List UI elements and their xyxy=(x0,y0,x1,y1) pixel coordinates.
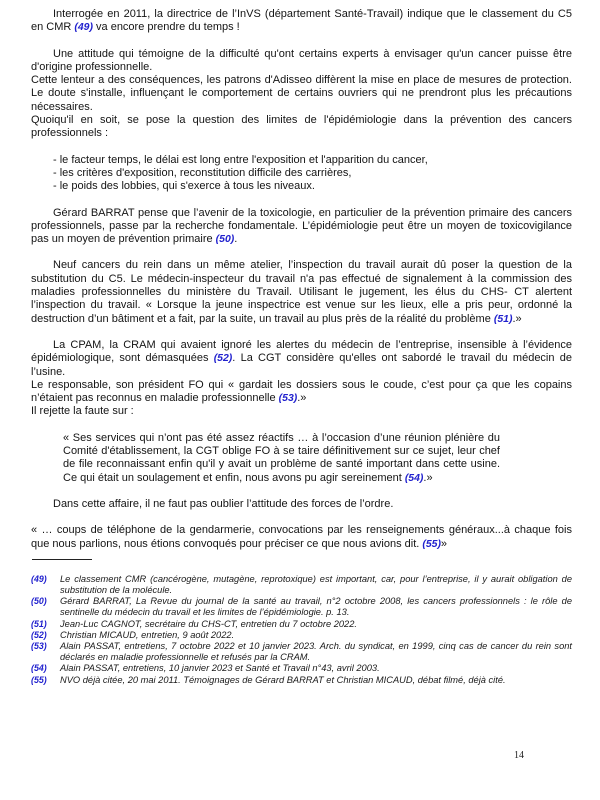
footnote-text: Christian MICAUD, entretien, 9 août 2022. xyxy=(60,629,235,640)
footnote-ref-49: (49) xyxy=(74,22,93,34)
page-number: 14 xyxy=(514,750,524,761)
footnote-53 xyxy=(31,641,572,663)
text-segment: La CPAM, la CRAM qui avaient ignoré les alertes du médecin de l’entreprise, insensible à l’évidence épidémiologique, sont démasquées xyxy=(31,338,572,365)
text-segment: Neuf cancers du rein dans un même atelier, l’inspection du travail aurait dû poser la question de la substitution du C5. Le médecin-inspecteur du travail n'a pas effectué de signalement à la commission des maladies professionnelles du ministère du Travail. Utilisant le jugement, les élus du CHS- CT alertent l’inspection du travail. « Lorsque la jeune inspectrice est venue sur les lieux, elle a pris peur, ordonné la destruction d’un bâtiment et a fait, par la suite, un travail au plus près de la réalité du problème xyxy=(31,259,572,325)
paragraph-rejette: Il rejette la faute sur : xyxy=(31,405,134,418)
footnote-54 xyxy=(31,663,572,674)
footnote-50 xyxy=(31,596,572,618)
footnote-ref-50: (50) xyxy=(215,234,235,246)
footnote-ref-53: (53) xyxy=(278,393,298,405)
footnote-text: Le classement CMR (cancérogène, mutagène, reprotoxique) est important, car, pour l’entreprise, il y aurait obligation de substitution de la molécule. xyxy=(60,573,572,595)
footnote-number: (54) xyxy=(31,663,47,674)
block-quote xyxy=(63,432,500,485)
footnotes-section xyxy=(31,574,572,686)
paragraph-attitude: Une attitude qui témoigne de la difficulté qu'ont certains experts à envisager qu'un cancer puisse être d'origine professionnelle. xyxy=(31,47,572,73)
footnote-ref-52: (52) xyxy=(213,353,233,365)
text-segment: .» xyxy=(512,312,522,325)
text-segment: Interrogée en 2011, la directrice de l’InVS (département Santé-Travail) indique que le classement du C5 en CMR xyxy=(31,8,572,34)
footnote-55 xyxy=(31,675,572,686)
footnote-number: (51) xyxy=(31,618,47,629)
footnote-ref-55: (55) xyxy=(422,538,441,550)
text-segment: » xyxy=(440,537,448,550)
paragraph-responsable xyxy=(31,379,572,406)
footnote-text: Alain PASSAT, entretiens, 10 janvier 2023 et Santé et Travail n°43, avril 2003. xyxy=(60,663,380,674)
footnote-text: Alain PASSAT, entretiens, 7 octobre 2022 et 10 janvier 2023. Arch. du syndicat, en 1999, cinq cas de cancer du rein sont déclarés en maladie professionnelle et refusés par la CRAM. xyxy=(60,641,572,663)
paragraph-gendarmerie xyxy=(31,524,572,551)
paragraph-forces-ordre: Dans cette affaire, il ne faut pas oublier l’attitude des forces de l’ordre. xyxy=(53,497,394,510)
paragraph-neuf-cancers xyxy=(31,259,572,325)
text-segment: . xyxy=(234,233,238,246)
footnote-number: (52) xyxy=(31,629,47,640)
bullet-item-2: - les critères d'exposition, reconstitution difficile des carrières, xyxy=(53,166,352,179)
text-segment: .» xyxy=(297,392,307,405)
footnote-number: (50) xyxy=(31,596,47,607)
paragraph-quoiqu: Quoiqu'il en soit, se pose la question des limites de l'épidémiologie dans la prévention des cancers professionnels : xyxy=(31,114,572,140)
text-segment: Le responsable, son président FO qui « gardait les dossiers sous le coude, c’est pour ça que les copains n’étaient pas reconnus en maladie professionnelle xyxy=(31,378,572,405)
footnote-text: Jean-Luc CAGNOT, secrétaire du CHS-CT, entretien du 7 octobre 2022. xyxy=(60,618,357,629)
footnote-text: NVO déjà citée, 20 mai 2011. Témoignages de Gérard BARRAT et Christian MICAUD, débat filmé, déjà cité. xyxy=(60,674,506,685)
text-segment: .» xyxy=(423,471,433,484)
paragraph-intro xyxy=(31,8,572,35)
paragraph-cpam xyxy=(31,339,572,379)
paragraph-barrat xyxy=(31,207,572,247)
footnote-text: Gérard BARRAT, La Revue du journal de la santé au travail, n°2 octobre 2008, les cancers professionnels : le rôle de sentinelle du médecin du travail et les limites de l’épidémiologie. p. 13. xyxy=(60,596,572,618)
text-segment: va encore prendre du temps ! xyxy=(92,21,240,34)
bullet-item-3: - le poids des lobbies, qui s'exerce à tous les niveaux. xyxy=(53,180,315,193)
footnote-number: (53) xyxy=(31,641,47,652)
footnote-ref-51: (51) xyxy=(493,313,513,325)
text-segment: . La CGT considère qu'elles ont sabordé le travail du médecin de l’usine. xyxy=(31,352,572,378)
footnote-ref-54: (54) xyxy=(404,472,424,484)
footnote-49 xyxy=(31,574,572,596)
paragraph-lenteur: Cette lenteur a des conséquences, les patrons d'Adisseo diffèrent la mise en place de mesures de protection. Le doute s'installe, influençant le comportement de certains ouvriers qui ne prendront plus les précautions nécessaires. xyxy=(31,74,572,113)
footnote-separator xyxy=(32,559,92,560)
text-segment: « … coups de téléphone de la gendarmerie, convocations par les renseignements généraux...à chaque fois que nous parlions, nous étions convoqués pour préciser ce que nous avions dit. xyxy=(31,524,572,550)
bullet-item-1: - le facteur temps, le délai est long entre l'exposition et l'apparition du cancer, xyxy=(53,153,428,166)
text-segment: « Ses services qui n’ont pas été assez réactifs … à l’occasion d’une réunion plénière du Comité d'établissement, la CGT oblige FO à se taire définitivement sur ce sujet, leur chef de file reconnaissant enfin qu'il y avait un problème de santé important dans cette usine. Ce qui était un soulagement et enfin, nous avons pu agir sereinement xyxy=(63,431,500,484)
footnote-number: (49) xyxy=(31,573,47,584)
footnote-number: (55) xyxy=(31,674,47,685)
bullet-list xyxy=(31,154,572,194)
text-segment: Gérard BARRAT pense que l’avenir de la toxicologie, en particulier de la prévention primaire des cancers professionnels, passe par la recherche fondamentale. L’épidémiologie peut être un moyen de toxicovigilance pas un moyen de prévention primaire xyxy=(31,206,572,246)
footnote-51 xyxy=(31,619,572,630)
footnote-52 xyxy=(31,630,572,641)
